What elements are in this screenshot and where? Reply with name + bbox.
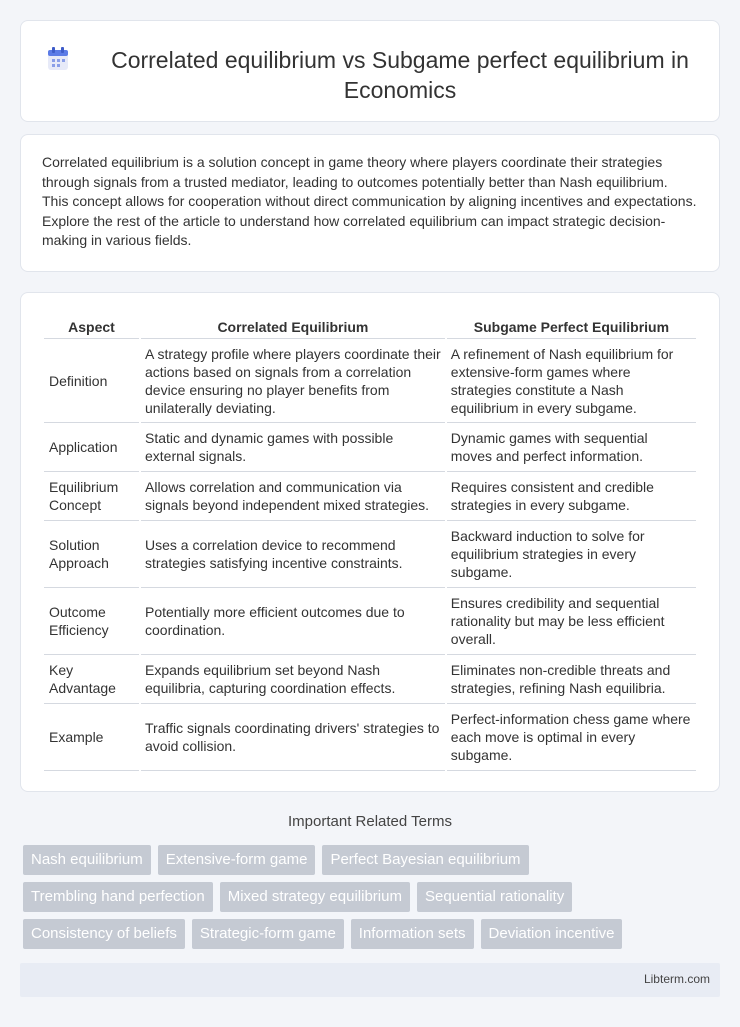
row-subgame: Perfect-information chess game where each move is optimal in every subgame. <box>447 704 696 771</box>
comparison-table-card <box>20 292 720 792</box>
row-subgame: A refinement of Nash equilibrium for extensive-form games where strategies constitute a Nash equilibrium in every subgame. <box>447 339 696 423</box>
row-correlated: Allows correlation and communication via signals beyond independent mixed strategies. <box>141 472 445 521</box>
related-term-tag[interactable]: Consistency of beliefs <box>23 919 185 949</box>
related-term-tag[interactable]: Extensive-form game <box>158 845 316 875</box>
row-subgame: Backward induction to solve for equilibrium strategies in every subgame. <box>447 521 696 588</box>
row-subgame: Dynamic games with sequential moves and perfect information. <box>447 423 696 472</box>
table-row <box>44 655 696 704</box>
row-aspect: Example <box>44 704 139 771</box>
row-aspect: Outcome Efficiency <box>44 588 139 655</box>
row-correlated: Traffic signals coordinating drivers' strategies to avoid collision. <box>141 704 445 771</box>
calendar-icon <box>47 47 69 71</box>
footer-site-link[interactable]: Libterm.com <box>643 972 710 986</box>
footer <box>20 963 720 997</box>
header-correlated: Correlated Equilibrium <box>141 315 445 339</box>
row-aspect: Equilibrium Concept <box>44 472 139 521</box>
related-terms-list <box>23 845 703 949</box>
table-row <box>44 704 696 771</box>
row-aspect: Application <box>44 423 139 472</box>
page-title: Correlated equilibrium vs Subgame perfect equilibrium in Economics <box>111 47 689 103</box>
table-row <box>44 472 696 521</box>
related-term-tag[interactable]: Mixed strategy equilibrium <box>220 882 410 912</box>
row-subgame: Requires consistent and credible strategies in every subgame. <box>447 472 696 521</box>
header-subgame: Subgame Perfect Equilibrium <box>447 315 696 339</box>
row-correlated: A strategy profile where players coordinate their actions based on signals from a correlation device ensuring no player benefits from unilaterally deviating. <box>141 339 445 423</box>
row-correlated: Static and dynamic games with possible external signals. <box>141 423 445 472</box>
related-term-tag[interactable]: Sequential rationality <box>417 882 572 912</box>
table-row <box>44 339 696 423</box>
header-aspect: Aspect <box>44 315 139 339</box>
title-card <box>20 20 720 122</box>
related-term-tag[interactable]: Trembling hand perfection <box>23 882 213 912</box>
row-correlated: Expands equilibrium set beyond Nash equilibria, capturing coordination effects. <box>141 655 445 704</box>
related-terms-title: Important Related Terms <box>288 813 452 830</box>
row-correlated: Potentially more efficient outcomes due to coordination. <box>141 588 445 655</box>
intro-paragraph: Correlated equilibrium is a solution concept in game theory where players coordinate their strategies through signals from a trusted mediator, leading to outcomes potentially better than Nash equilibrium. This concept allows for cooperation without direct communication by aligning incentives and expectations. Explore the rest of the article to understand how correlated equilibrium can impact strategic decision-making in various fields. <box>42 154 697 248</box>
table-header-row <box>44 315 696 339</box>
row-aspect: Key Advantage <box>44 655 139 704</box>
row-aspect: Solution Approach <box>44 521 139 588</box>
related-term-tag[interactable]: Deviation incentive <box>481 919 623 949</box>
comparison-table <box>42 315 698 771</box>
related-term-tag[interactable]: Perfect Bayesian equilibrium <box>322 845 528 875</box>
related-term-tag[interactable]: Nash equilibrium <box>23 845 151 875</box>
row-subgame: Ensures credibility and sequential rationality but may be less efficient overall. <box>447 588 696 655</box>
related-term-tag[interactable]: Information sets <box>351 919 474 949</box>
table-row <box>44 423 696 472</box>
related-term-tag[interactable]: Strategic-form game <box>192 919 344 949</box>
intro-card <box>20 134 720 272</box>
table-row <box>44 588 696 655</box>
row-subgame: Eliminates non-credible threats and strategies, refining Nash equilibria. <box>447 655 696 704</box>
row-aspect: Definition <box>44 339 139 423</box>
table-row <box>44 521 696 588</box>
row-correlated: Uses a correlation device to recommend strategies satisfying incentive constraints. <box>141 521 445 588</box>
